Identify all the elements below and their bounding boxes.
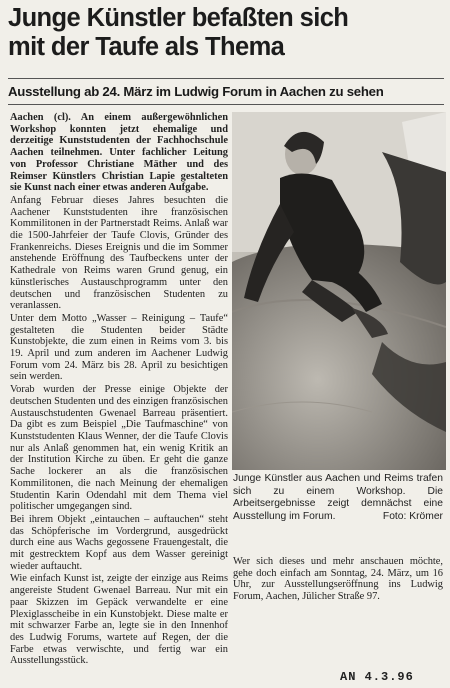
body-paragraph: Anfang Februar dieses Jahres besuchten die Aachener Kunststudenten ihre französischen Kommilitonen in der Partnerstadt Reims. Anlaß war die 1500-Jahrfeier der Taufe Clovis, Gründer des Frankenreichs. Dieses Ereignis und die im Sommer anstehende Eröffnung des Taufbeckens unter der Kathedrale von Reims waren Grund genug, ein künstlerisches Austauschprogramm unter den deutschen und französischen Studenten zu veranlassen. (10, 194, 228, 312)
subheadline: Ausstellung ab 24. März im Ludwig Forum in Aachen zu sehen (8, 84, 384, 99)
headline-line-2: mit der Taufe als Thema (8, 33, 285, 61)
body-paragraph: Vorab wurden der Presse einige Objekte der deutschen Studenten und des einzigen französischen Austauschstudenten Gwenael Barreau präsentiert. Da gibt es zum Beispiel „Die Taufmaschine“ von Kunststudenten Klaus Wenner, der die Taufe Clovis nur als Anlaß genommen hat, ein wenig Kritik an der Institution Kirche zu üben. Er geht die ganze Sache lockerer an als die französischen Kommilitonen, die nach Meinung der ehemaligen Studentin Karin Odendahl mit dem Thema viel politischer umgegangen sind. (10, 384, 228, 513)
photo-caption (233, 473, 443, 523)
body-paragraph: Wie einfach Kunst ist, zeigte der einzige aus Reims angereiste Student Gwenael Barreau. Nur mit ein paar Skizzen im Gepäck verwandelte er eine Plexiglasscheibe in ein Kunstobjekt. Diese malte er mit schwarzer Farbe an, legte sie in den Innenhof des Ludwig Forums, wartete auf Regen, der die Farbe etwas verwischte, und fertig war ein Ausstellungsstück. (10, 573, 228, 667)
body-paragraph: Bei ihrem Objekt „eintauchen – auftauchen“ steht das Schöpferische im Vordergrund, ausgedrückt durch eine aus Wachs gegossene Frauengestalt, die mit gestrecktem Kopf aus dem Wasser gereinigt wieder auftaucht. (10, 513, 228, 572)
headline (8, 4, 444, 62)
photo-caption-text: Junge Künstler aus Aachen und Reims trafen sich zu einem Workshop. Die Arbeitsergebnisse zeigt demnächst eine Ausstellung im Forum. (233, 473, 443, 522)
rule-bottom (8, 104, 444, 105)
article-body-right (233, 556, 443, 668)
photo-credit: Foto: Krömer (382, 510, 443, 522)
body-paragraph: Wer sich dieses und mehr anschauen möchte, gehe doch einfach am Sonntag, 24. März, um 16 Uhr, zur Ausstellungseröffnung ins Ludwig Forum, Aachen, Jülicher Straße 97. (233, 556, 443, 603)
article-body-left (10, 112, 228, 682)
lead-paragraph: Aachen (cl). An einem außergewöhnlichen Workshop konnten jetzt ehemalige und derzeitige Kunststudenten der Fachhochschule Aachen teilnehmen. Unter fachlicher Leitung von Professor Christiane Mäther und des Reimser Künstlers Christian Lapie gestalteten sie Kunst nach einer etwas anderen Aufgabe. (10, 112, 228, 194)
body-paragraph: Unter dem Motto „Wasser – Reinigung – Taufe“ gestalteten die Studenten beider Städte Kunstobjekte, die zum einen in Reims vom 3. bis 19. April und zum anderen im Aachener Ludwig Forum vom 24. März bis 28. April zu besichtigen sein werden. (10, 312, 228, 383)
article-photo (232, 112, 446, 470)
source-stamp: AN 4.3.96 (340, 670, 414, 684)
rule-top (8, 78, 444, 79)
headline-line-1: Junge Künstler befaßten sich (8, 4, 349, 32)
